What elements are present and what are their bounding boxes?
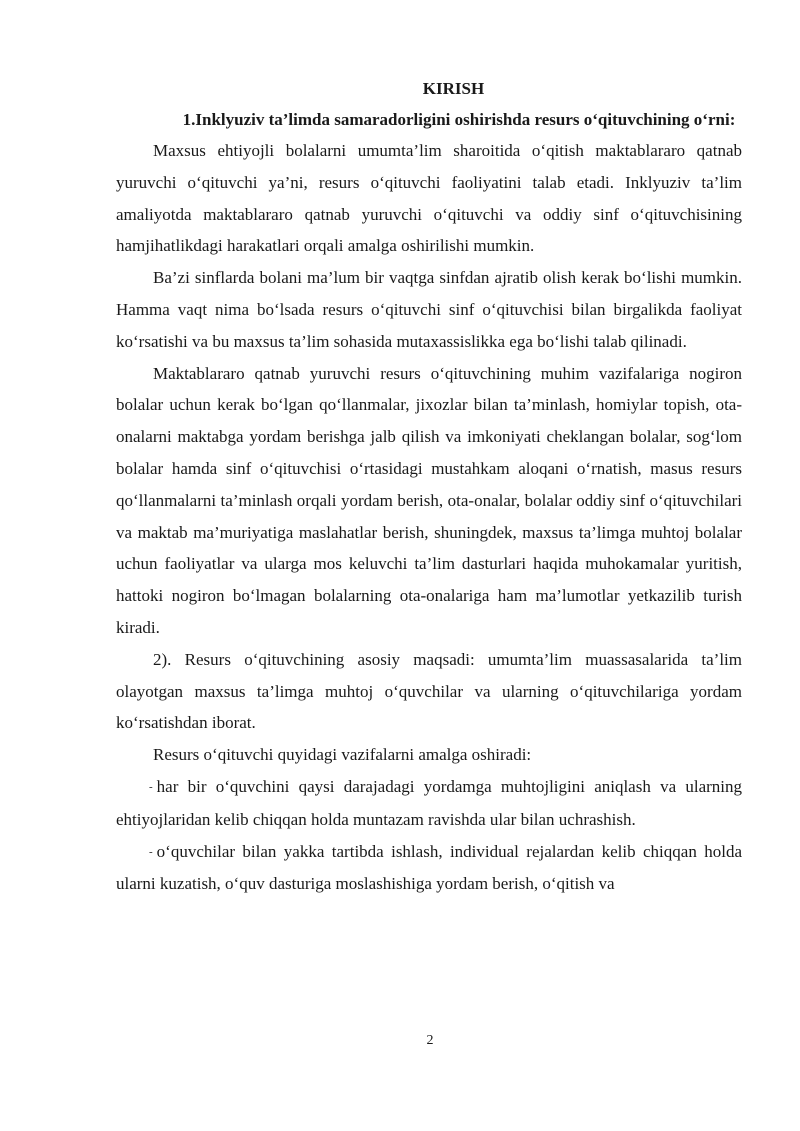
- paragraph-3: Maktablararo qatnab yuruvchi resurs o‘qituvchining muhim vazifalariga nogiron bolalar uchun kerak bo‘lgan qo‘llanmalar, jixozlar bilan ta’minlash, homiylar topish, ota-onalarni maktabga yordam berishga jalb qilish va imkoniyati cheklangan bolalar, sog‘lom bolalar hamda sinf o‘qituvchisi o‘rtasidagi mustahkam aloqani o‘rnatish, masus resurs qo‘llanmalarni ta’minlash orqali yordam berish, ota-onalar, bolalar oddiy sinf o‘qituvchilari va maktab ma’muriyatiga maslahatlar berish, shuningdek, maxsus ta’limga muhtoj bolalar uchun faoliyatlar va ularga mos keluvchi ta’lim dasturlari haqida muhokamalar yuritish, hattoki nogiron bo‘lmagan bolalarning ota-onalariga ham ma’lumotlar yetkazilib turish kiradi.: [116, 363, 742, 637]
- paragraph-4: 2). Resurs o‘qituvchining asosiy maqsadi: umumta’lim muassasalarida ta’lim olayotgan maxsus ta’limga muhtoj o‘quvchilar va ularning o‘qituvchilariga yordam ko‘rsatishdan iborat.: [116, 649, 742, 733]
- page-number: 2: [426, 1033, 434, 1048]
- paragraph-1: Maxsus ehtiyojli bolalarni umumta’lim sharoitida o‘qitish maktablararo qatnab yuruvchi o‘qituvchi ya’ni, resurs o‘qituvchi faoliyatini talab etadi. Inklyuziv ta’lim amaliyotda maktablararo qatnab yuruvchi o‘qituvchi va oddiy sinf o‘qituvchisining hamjihatlikdagi harakatlari orqali amalga oshirilishi mumkin.: [116, 141, 742, 256]
- page-content: [116, 73, 742, 900]
- list-item-text: har bir o‘quvchini qaysi darajadagi yordamga muhtojligini aniqlash va ularning ehtiyojlaridan kelib chiqqan holda muntazam ravishda ular bilan uchrashish.: [116, 776, 742, 829]
- list-item-text: o‘quvchilar bilan yakka tartibda ishlash, individual rejalardan kelib chiqqan holda ularni kuzatish, o‘quv dasturiga moslashishiga yordam berish, o‘qitish va: [116, 841, 742, 894]
- list-item: [116, 836, 742, 901]
- paragraph-2: Ba’zi sinflarda bolani ma’lum bir vaqtga sinfdan ajratib olish kerak bo‘lishi mumkin. Hamma vaqt nima bo‘lsada resurs o‘qituvchi sinf o‘qituvchisi bilan birgalikda faoliyat ko‘rsatishi va bu maxsus ta’lim sohasida mutaxassislikka ega bo‘lishi talab qilinadi.: [116, 268, 742, 351]
- paragraph-5: Resurs o‘qituvchi quyidagi vazifalarni amalga oshiradi:: [153, 745, 532, 765]
- list-marker: -: [149, 845, 153, 858]
- list-marker: -: [149, 780, 153, 793]
- section-heading: 1.Inklyuziv ta’limda samaradorligini oshirishda resurs o‘qituvchining o‘rni:: [182, 110, 736, 129]
- page-title: KIRISH: [422, 79, 485, 98]
- list-item: [116, 771, 742, 836]
